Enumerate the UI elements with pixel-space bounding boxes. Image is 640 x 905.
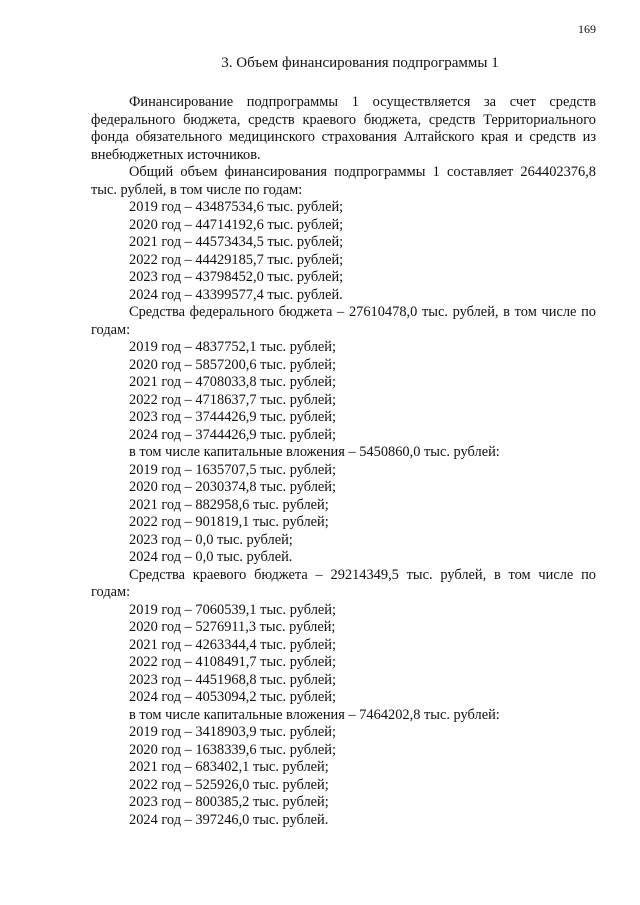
list-item: 2020 год – 2030374,8 тыс. рублей;	[129, 479, 336, 495]
list-item: 2019 год – 1635707,5 тыс. рублей;	[129, 461, 336, 478]
list-item: 2022 год – 44429185,7 тыс. рублей;	[129, 251, 344, 268]
regional-paragraph: Средства краевого бюджета – 29214349,5 тыс. рублей, в том числе по годам:	[91, 566, 596, 600]
section-title: 3. Объем финансирования подпрограммы 1	[221, 55, 499, 71]
federal-capital-list	[91, 462, 596, 567]
intro-paragraph: Финансирование подпрограммы 1 осуществляется за счет средств федерального бюджета, средств краевого бюджета, средств Территориального фонда обязательного медицинского страхования Алтайского края и средств из внебюджетных источников.	[91, 94, 596, 163]
federal-paragraph: Средства федерального бюджета – 27610478,0 тыс. рублей, в том числе по годам:	[91, 304, 596, 338]
total-year-list	[91, 199, 596, 304]
list-item: 2020 год – 44714192,6 тыс. рублей;	[129, 216, 344, 233]
list-item: 2024 год – 397246,0 тыс. рублей.	[129, 811, 329, 828]
list-item: 2023 год – 3744426,9 тыс. рублей;	[129, 409, 336, 425]
list-item: 2019 год – 7060539,1 тыс. рублей;	[129, 601, 336, 618]
list-item: 2019 год – 3418903,9 тыс. рублей;	[129, 724, 336, 740]
list-item: 2022 год – 525926,0 тыс. рублей;	[129, 776, 329, 793]
list-item: 2022 год – 901819,1 тыс. рублей;	[129, 514, 329, 530]
list-item: 2024 год – 3744426,9 тыс. рублей;	[129, 426, 336, 443]
regional-capital-heading: в том числе капитальные вложения – 7464202,8 тыс. рублей:	[129, 706, 500, 723]
regional-capital-list	[91, 724, 596, 829]
list-item: 2023 год – 4451968,8 тыс. рублей;	[129, 671, 336, 688]
document-body	[91, 94, 596, 829]
list-item: 2022 год – 4718637,7 тыс. рублей;	[129, 391, 336, 408]
list-item: 2024 год – 4053094,2 тыс. рублей;	[129, 689, 336, 705]
list-item: 2023 год – 0,0 тыс. рублей;	[129, 531, 293, 548]
federal-capital-heading: в том числе капитальные вложения – 5450860,0 тыс. рублей:	[129, 444, 500, 460]
list-item: 2024 год – 0,0 тыс. рублей.	[129, 549, 293, 565]
list-item: 2019 год – 43487534,6 тыс. рублей;	[129, 199, 344, 215]
list-item: 2020 год – 1638339,6 тыс. рублей;	[129, 741, 336, 758]
list-item: 2021 год – 44573434,5 тыс. рублей;	[129, 234, 344, 250]
list-item: 2021 год – 4708033,8 тыс. рублей;	[129, 374, 336, 390]
list-item: 2022 год – 4108491,7 тыс. рублей;	[129, 654, 336, 670]
regional-year-list	[91, 602, 596, 707]
list-item: 2023 год – 800385,2 тыс. рублей;	[129, 794, 329, 810]
page-number: 169	[578, 22, 596, 36]
federal-year-list	[91, 339, 596, 444]
total-paragraph: Общий объем финансирования подпрограммы 1 составляет 264402376,8 тыс. рублей, в том числе по годам:	[91, 164, 596, 198]
list-item: 2024 год – 43399577,4 тыс. рублей.	[129, 286, 343, 303]
list-item: 2021 год – 4263344,4 тыс. рублей;	[129, 636, 336, 653]
list-item: 2019 год – 4837752,1 тыс. рублей;	[129, 339, 336, 355]
list-item: 2023 год – 43798452,0 тыс. рублей;	[129, 269, 344, 285]
list-item: 2021 год – 882958,6 тыс. рублей;	[129, 496, 329, 513]
list-item: 2020 год – 5857200,6 тыс. рублей;	[129, 356, 336, 373]
list-item: 2021 год – 683402,1 тыс. рублей;	[129, 759, 329, 775]
list-item: 2020 год – 5276911,3 тыс. рублей;	[129, 619, 336, 635]
